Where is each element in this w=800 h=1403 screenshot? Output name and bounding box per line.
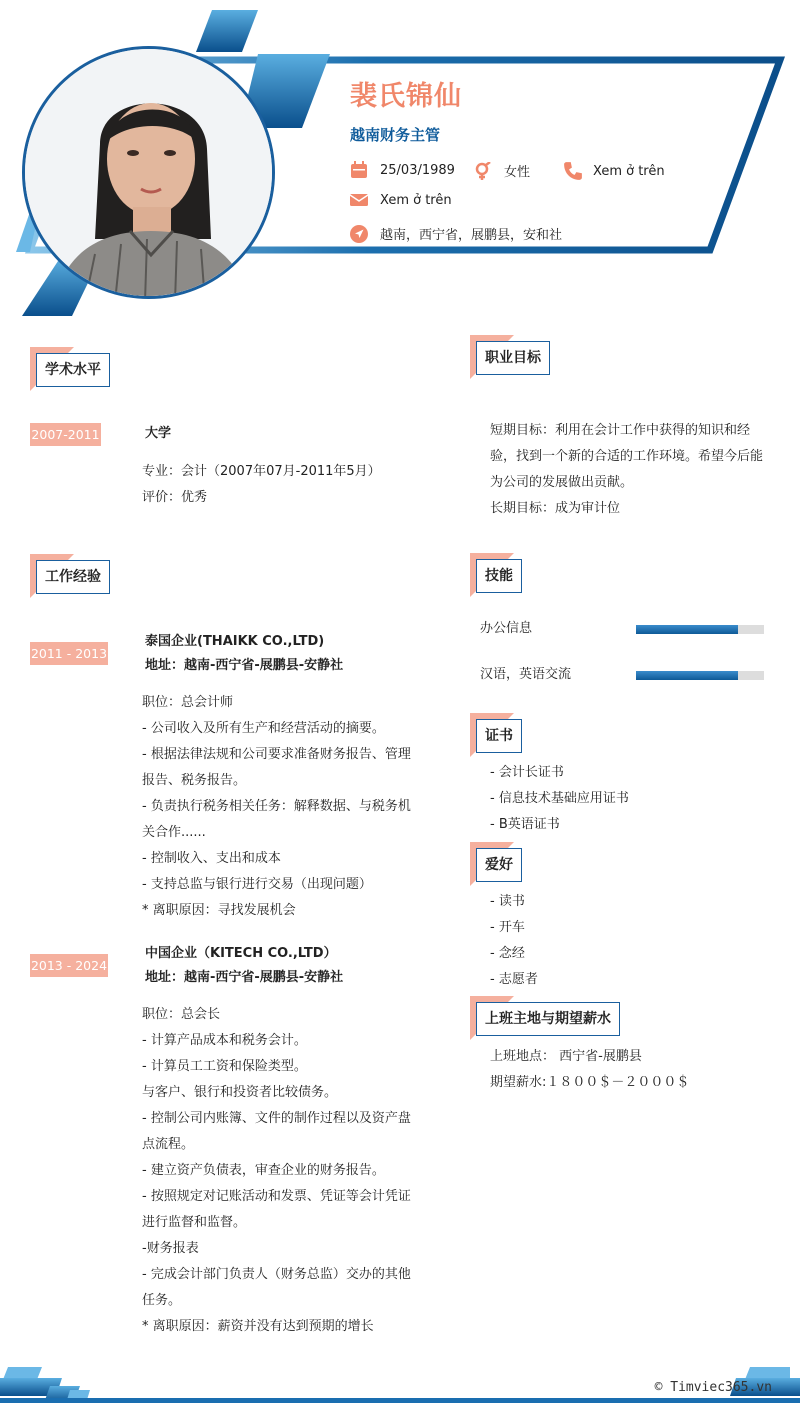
gender-value: 女性 [504, 165, 531, 180]
work-line: 关合作...... [142, 825, 206, 840]
work-line: - 支持总监与银行进行交易（出现问题） [142, 877, 372, 892]
skill-label: 汉语，英语交流 [480, 667, 572, 682]
work-line: - 控制公司内账簿、文件的制作过程以及资产盘 [142, 1111, 411, 1126]
work-line: -财务报表 [142, 1241, 199, 1256]
gender-icon [474, 162, 492, 180]
candidate-name: 裴氏锦仙 [350, 81, 462, 112]
email-icon [350, 191, 368, 209]
work-line: - 根据法律法规和公司要求准备财务报告、管理 [142, 747, 411, 762]
hobby-item: - 志愿者 [490, 972, 538, 987]
profile-photo [22, 46, 275, 299]
email-value: Xem ở trên [380, 192, 452, 208]
location-icon [350, 225, 368, 243]
work-line: 报告、税务报告。 [142, 773, 247, 788]
avatar-illustration [25, 49, 275, 299]
work-line: 职位：总会计师 [142, 695, 234, 710]
skill-fill [636, 671, 738, 680]
hobbies-heading-label: 爱好 [476, 848, 522, 882]
work-line: 与客户、银行和投资者比较债务。 [142, 1085, 338, 1100]
copyright: © Timviec365.vn [654, 1380, 772, 1395]
work-address: 地址：越南-西宁省-展鹏县-安静社 [145, 970, 344, 985]
expected-salary: 期望薪水:１８００＄－２０００＄ [490, 1075, 690, 1090]
work-line: - 完成会计部门负责人（财务总监）交办的其他 [142, 1267, 411, 1282]
objective-line: 验，找到一个新的合适的工作环境。希望今后能 [490, 449, 764, 464]
work-line: - 公司收入及所有生产和经营活动的摘要。 [142, 721, 385, 736]
work-line: - 按照规定对记账活动和发票、凭证等会计凭证 [142, 1189, 411, 1204]
phone-value: Xem ở trên [593, 163, 665, 179]
work-company: 中国企业（KITECH CO.,LTD） [145, 946, 337, 961]
work-line: - 计算产品成本和税务会计。 [142, 1033, 307, 1048]
education-heading-label: 学术水平 [36, 353, 110, 387]
work-company: 泰国企业(THAIKK CO.,LTD) [145, 634, 325, 649]
dob-info [350, 161, 455, 179]
work-line: - 计算员工工资和保险类型。 [142, 1059, 307, 1074]
objective-line: 长期目标：成为审计位 [490, 501, 621, 516]
skill-fill [636, 625, 738, 634]
location-heading-label: 上班主地与期望薪水 [476, 1002, 620, 1036]
work-line: 点流程。 [142, 1137, 195, 1152]
objective-heading-label: 职业目标 [476, 341, 550, 375]
education-line: 评价：优秀 [142, 490, 208, 505]
work-line: - 建立资产负债表，审查企业的财务报告。 [142, 1163, 385, 1178]
objective-line: 短期目标：利用在会计工作中获得的知识和经 [490, 423, 751, 438]
work-line: 任务。 [142, 1293, 182, 1308]
hobby-item: - 开车 [490, 920, 525, 935]
work-years: 2013 - 2024 [30, 954, 108, 977]
gender-info [474, 161, 530, 180]
work-address: 地址：越南-西宁省-展鹏县-安静社 [145, 658, 344, 673]
skills-heading-label: 技能 [476, 559, 522, 593]
email-info [350, 191, 452, 209]
certificates-heading-label: 证书 [476, 719, 522, 753]
work-heading-label: 工作经验 [36, 560, 110, 594]
certificate-item: - 信息技术基础应用证书 [490, 791, 629, 806]
dob-value: 25/03/1989 [380, 162, 455, 178]
education-years: 2007-2011 [30, 423, 101, 446]
phone-icon [563, 161, 583, 181]
address-value: 越南，西宁省，展鹏县，安和社 [380, 228, 563, 243]
work-line: 进行监督和监督。 [142, 1215, 247, 1230]
hobby-item: - 读书 [490, 894, 525, 909]
work-line: 职位：总会长 [142, 1007, 221, 1022]
hobby-item: - 念经 [490, 946, 525, 961]
certificate-item: - B英语证书 [490, 817, 560, 832]
education-school: 大学 [145, 426, 172, 441]
skill-label: 办公信息 [480, 621, 533, 636]
skill-bar [636, 625, 764, 634]
job-title: 越南财务主管 [350, 126, 441, 144]
work-years: 2011 - 2013 [30, 642, 108, 665]
objective-line: 为公司的发展做出贡献。 [490, 475, 634, 490]
work-line: - 控制收入、支出和成本 [142, 851, 281, 866]
calendar-icon [350, 161, 368, 179]
education-line: 专业：会计（2007年07月-2011年5月） [142, 464, 381, 479]
work-line: - 负责执行税务相关任务：解释数据、与税务机 [142, 799, 411, 814]
skill-bar [636, 671, 764, 680]
phone-info [563, 161, 665, 181]
work-line: * 离职原因：薪资并没有达到预期的增长 [142, 1319, 374, 1334]
certificate-item: - 会计长证书 [490, 765, 564, 780]
work-location: 上班地点： 西宁省-展鹏县 [490, 1049, 642, 1064]
address-info [350, 224, 562, 243]
work-line: * 离职原因：寻找发展机会 [142, 903, 296, 918]
